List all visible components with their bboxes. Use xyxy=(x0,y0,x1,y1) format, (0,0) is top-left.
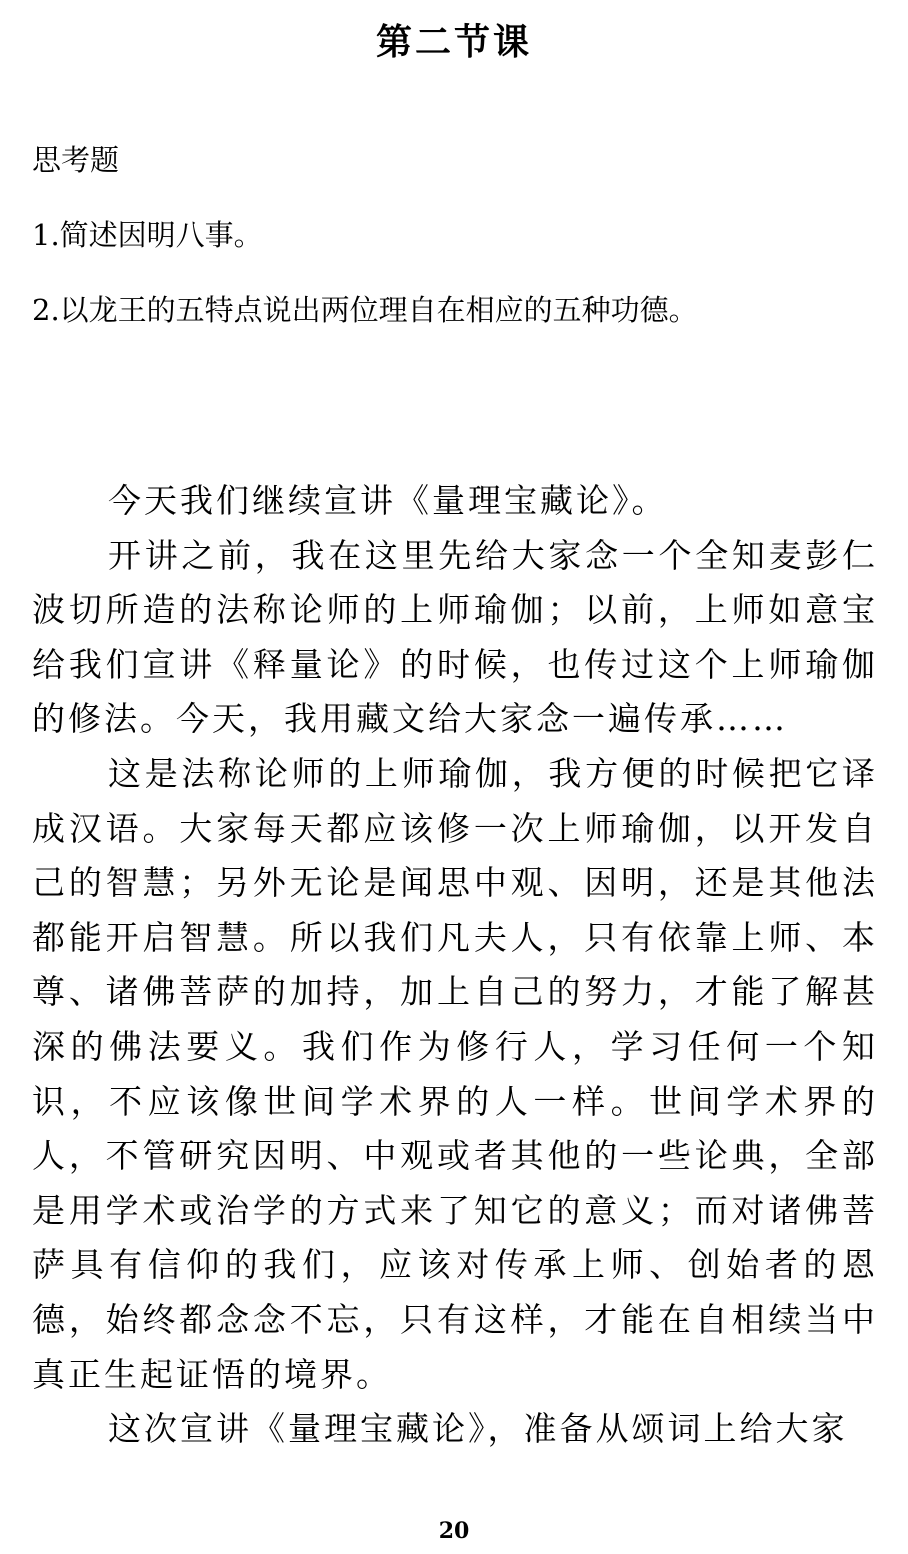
body-text xyxy=(32,474,878,1457)
body-paragraph: 这次宣讲《量理宝藏论》，准备从颂词上给大家 xyxy=(108,1409,848,1449)
questions-heading: 思考题 xyxy=(32,143,120,177)
page-number: 20 xyxy=(438,1518,470,1544)
question-item: 2.以龙王的五特点说出两位理自在相应的五种功德。 xyxy=(32,293,698,327)
body-paragraph: 开讲之前，我在这里先给大家念一个全知麦彭仁波切所造的法称论师的上师瑜伽；以前，上师如意宝给我们宣讲《释量论》的时候，也传过这个上师瑜伽的修法。今天，我用藏文给大家念一遍传承…… xyxy=(32,535,878,739)
question-item: 1.简述因明八事。 xyxy=(32,218,263,252)
body-paragraph: 这是法称论师的上师瑜伽，我方便的时候把它译成汉语。大家每天都应该修一次上师瑜伽，以开发自己的智慧；另外无论是闻思中观、因明，还是其他法都能开启智慧。所以我们凡夫人，只有依靠上师、本尊、诸佛菩萨的加持，加上自己的努力，才能了解甚深的佛法要义。我们作为修行人，学习任何一个知识，不应该像世间学术界的人一样。世间学术界的人，不管研究因明、中观或者其他的一些论典，全部是用学术或治学的方式来了知它的意义；而对诸佛菩萨具有信仰的我们，应该对传承上师、创始者的恩德，始终都念念不忘，只有这样，才能在自相续当中真正生起证悟的境界。 xyxy=(32,753,878,1394)
questions-section xyxy=(32,140,882,365)
body-paragraph: 今天我们继续宣讲《量理宝藏论》。 xyxy=(108,481,668,520)
page-title: 第二节课 xyxy=(375,21,532,63)
